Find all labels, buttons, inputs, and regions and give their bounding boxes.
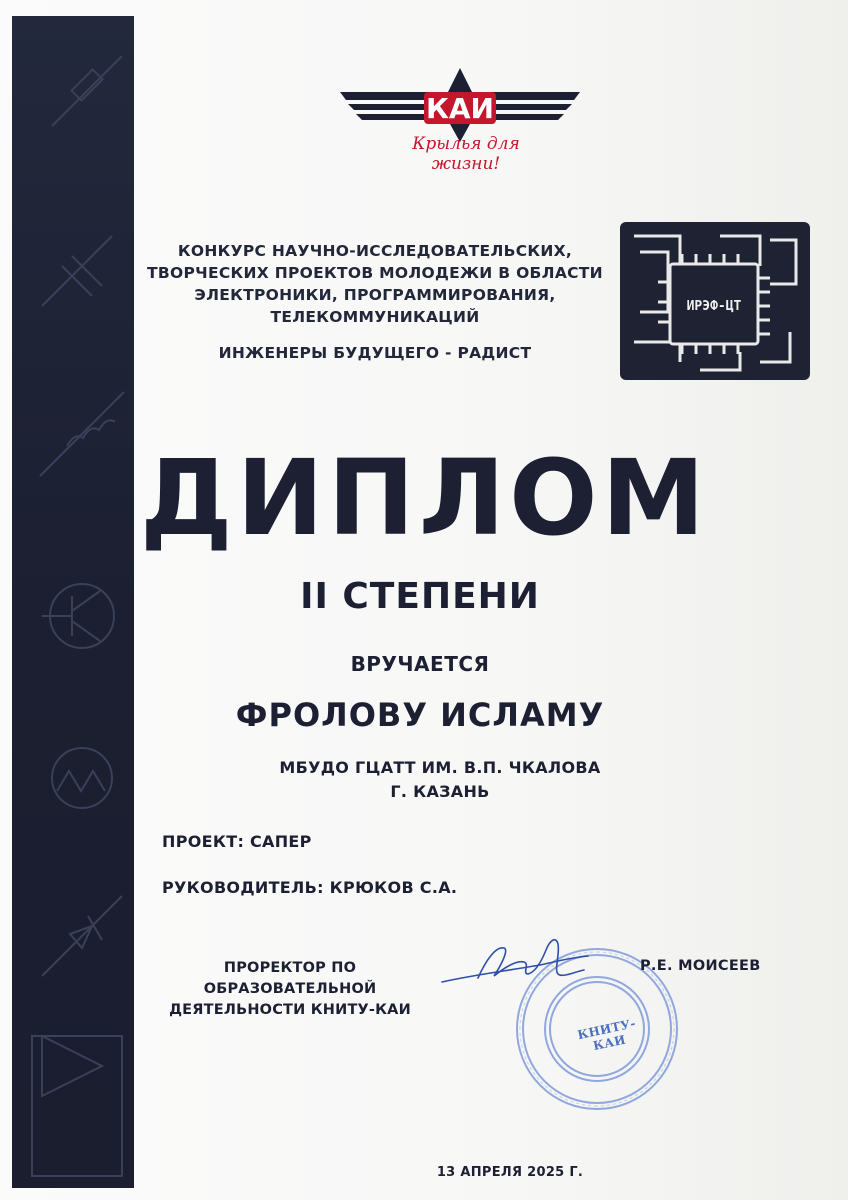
organization-name: МБУДО ГЦАТТ ИМ. В.П. ЧКАЛОВА — [279, 758, 601, 777]
signatory-position: ПРОРЕКТОР ПО ОБРАЗОВАТЕЛЬНОЙ ДЕЯТЕЛЬНОСТИ КНИТУ-КАИ — [169, 960, 411, 1018]
decorative-sidebar — [12, 16, 134, 1188]
diploma-degree: II СТЕПЕНИ — [300, 576, 540, 617]
organization-block — [140, 756, 740, 804]
handwritten-signature — [438, 930, 598, 1000]
recipient-name: ФРОЛОВУ ИСЛАМУ — [235, 696, 605, 734]
circuit-symbols-icon — [12, 16, 134, 1188]
logo-name: КАИ — [426, 92, 494, 125]
organization-city: Г. КАЗАНЬ — [390, 782, 490, 801]
logo-slogan: Крылья для жизни! — [412, 134, 520, 174]
contest-title: КОНКУРС НАУЧНО-ИССЛЕДОВАТЕЛЬСКИХ, ТВОРЧЕСКИХ ПРОЕКТОВ МОЛОДЕЖИ В ОБЛАСТИ ЭЛЕКТРОНИКИ, ПРОГРАММИРОВАНИЯ, ТЕЛЕКОММУНИКАЦИЙ — [147, 242, 603, 326]
stamp-label: КНИТУ-КАИ — [576, 1016, 637, 1054]
contest-block — [140, 240, 610, 364]
project-line: ПРОЕКТ: САПЕР — [162, 832, 312, 851]
contest-subtitle: ИНЖЕНЕРЫ БУДУЩЕГО - РАДИСТ — [218, 344, 532, 362]
diploma-date: 13 АПРЕЛЯ 2025 Г. — [436, 1165, 584, 1180]
signatory-name: Р.Е. МОИСЕЕВ — [640, 958, 761, 974]
supervisor-line: РУКОВОДИТЕЛЬ: КРЮКОВ С.А. — [162, 878, 458, 897]
awarded-label: ВРУЧАЕТСЯ — [350, 652, 490, 676]
diploma-title: ДИПЛОМ — [140, 437, 709, 559]
pcb-label: ИРЭФ-ЦТ — [686, 299, 742, 314]
pcb-chip-logo — [620, 222, 810, 380]
